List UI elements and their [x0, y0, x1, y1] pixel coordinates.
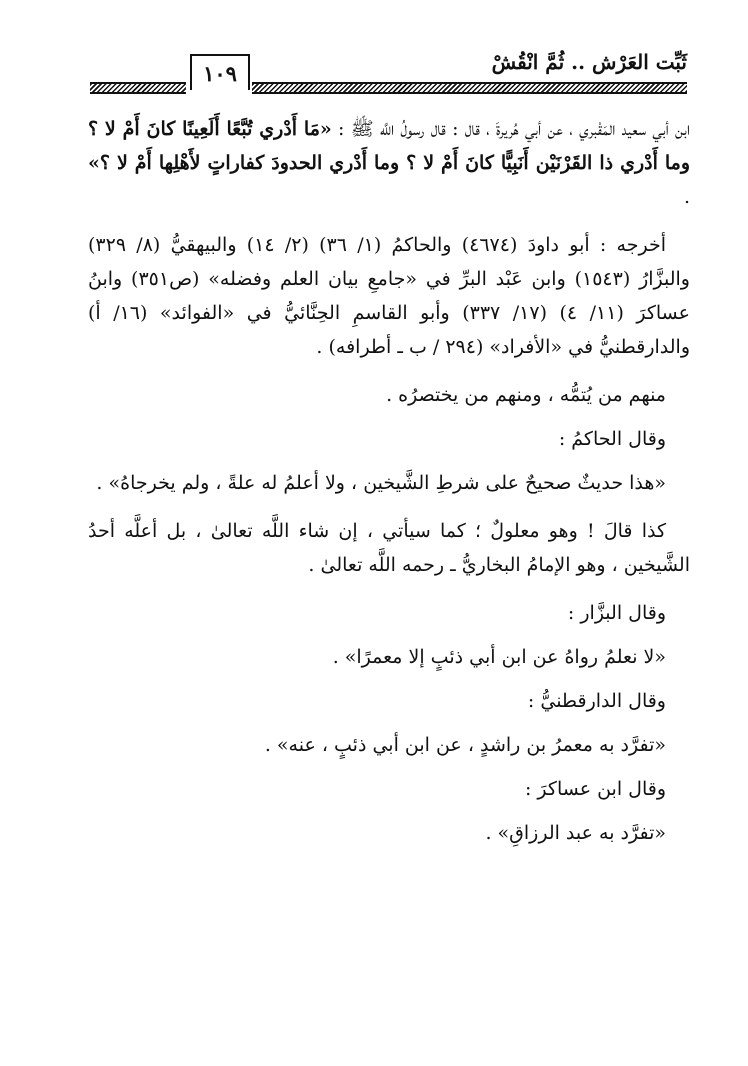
header-rule-right — [252, 82, 687, 94]
paragraph-hakim-quote: «هذا حديثٌ صحيحٌ على شرطِ الشَّيخين ، ولا أعلمُ له علةً ، ولم يخرجاهُ» . — [96, 472, 666, 494]
hadith-matn: «مَا أَدْري تُبَّعًا أَلَعِينًا كانَ أَمْ لا ؟ وما أَدْري ذا القَرْنَيْن أَنَبِيًّا كانَ أَمْ لا ؟ وما أَدْري الحدودَ كفاراتٍ لأَهْلِها أَمْ لا ؟» — [88, 118, 690, 174]
hadith-chain: ابن أبي سعيد المَقْبري ، عن أبي هُريرةَ ، قال : قال رسولُ اللَّه ﷺ : — [331, 118, 690, 140]
page-header — [90, 48, 687, 100]
header-rule-left — [90, 82, 186, 94]
paragraph-note: منهم من يُتمُّه ، ومنهم من يختصرُه . — [386, 384, 666, 406]
paragraph-asakir-quote: «تفرَّد به عبد الرزاقِ» . — [485, 822, 666, 844]
paragraph-daraqutni-quote: «تفرَّد به معمرُ بن راشدٍ ، عن ابن أبي ذئبٍ ، عنه» . — [264, 734, 666, 756]
paragraph-bazzar-quote: «لا نعلمُ رواهُ عن ابن أبي ذئبٍ إلا معمرًا» . — [332, 646, 666, 668]
running-title: ثَبِّت العَرْش .. ثُمَّ انْقُشْ — [491, 50, 687, 74]
page-body — [88, 112, 690, 860]
paragraph-hakim-heading: وقال الحاكمُ : — [558, 428, 666, 450]
paragraph-comment: كذا قالَ ! وهو معلولٌ ؛ كما سيأتي ، إن شاء اللَّه تعالىٰ ، بل أعلَّه أحدُ الشَّيخين ، وهو الإمامُ البخاريُّ ـ رحمه اللَّه تعالىٰ . — [88, 520, 690, 576]
paragraph-bazzar-heading: وقال البزَّار : — [567, 602, 666, 624]
paragraph-daraqutni-heading: وقال الدارقطنيُّ : — [527, 690, 666, 712]
paragraph-takhrij: أخرجه : أبو داودَ (٤٦٧٤) والحاكمُ (١/ ٣٦) (٢/ ١٤) والبيهقيُّ (٨/ ٣٢٩) والبزَّارُ (١٥٤٣) وابن عَبْد البرِّ في «جامعِ بيان العلم وفضله» (ص٣٥١) وابنُ عساكرَ (١١/ ٤) (١٧/ ٣٣٧) وأبو القاسمِ الحِنَّائيُّ في «الفوائد» (١٦/ أ) والدارقطنيُّ في «الأفراد» (٢٩٤ / ب ـ أطرافه) . — [88, 234, 690, 358]
hadith-end: . — [683, 186, 690, 208]
paragraph-hadith-text — [88, 112, 690, 214]
paragraph-asakir-heading: وقال ابن عساكرَ : — [524, 778, 666, 800]
page-number: ١٠٩ — [190, 54, 250, 90]
